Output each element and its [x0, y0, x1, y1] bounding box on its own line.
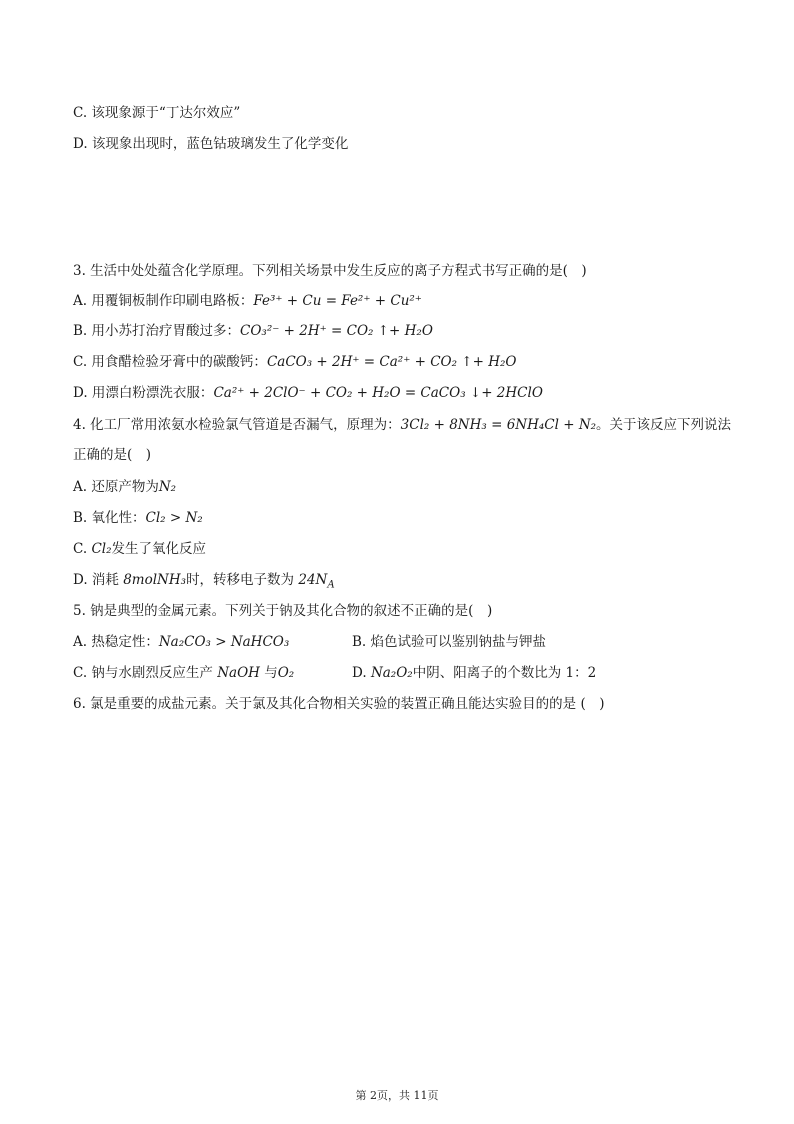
q3-option-a-equation: Fe³⁺ + Cu = Fe²⁺ + Cu²⁺: [253, 293, 422, 309]
q3-option-b-text: B. 用小苏打治疗胃酸过多：: [73, 323, 241, 339]
q5-option-c-pre: C. 钠与水剧烈反应生产: [73, 665, 218, 681]
q3-option-a-text: A. 用覆铜板制作印刷电路板：: [73, 293, 254, 309]
q5-option-c: [73, 664, 294, 682]
q4-stem-equation: 3Cl₂ + 8NH₃ = 6NH₄Cl + N₂: [400, 417, 597, 433]
q3-option-c-equation: CaCO₃ + 2H⁺ = Ca²⁺ + CO₂ ↑+ H₂O: [266, 354, 517, 370]
q4-option-b-equation: Cl₂ > N₂: [145, 510, 203, 526]
prev-option-c: C. 该现象源于“丁达尔效应”: [73, 105, 241, 121]
q4-option-a-text: A. 还原产物为: [73, 479, 159, 495]
q5-option-d-equation: Na₂O₂: [370, 665, 413, 681]
q3-option-d-equation: Ca²⁺ + 2ClO⁻ + CO₂ + H₂O = CaCO₃ ↓+ 2HClO: [213, 385, 543, 401]
q3-option-d: [73, 384, 543, 402]
q5-option-a-equation: Na₂CO₃ > NaHCO₃: [158, 634, 290, 650]
q4-option-d-equation1: 8molNH₃: [123, 572, 187, 588]
q4-option-b: [73, 509, 203, 527]
q5-option-a: [73, 633, 289, 651]
q4-option-c-equation: Cl₂: [91, 541, 112, 557]
q4-option-a-equation: N₂: [158, 479, 177, 495]
q3-option-c-text: C. 用食醋检验牙膏中的碳酸钙：: [73, 354, 267, 370]
q4-stem-pre: 4. 化工厂常用浓氨水检验氯气管道是否漏气，原理为：: [73, 417, 401, 433]
q3-stem: 3. 生活中处处蕴含化学原理。下列相关场景中发生反应的离子方程式书写正确的是( ): [73, 263, 587, 279]
q3-option-b-equation: CO₃²⁻ + 2H⁺ = CO₂ ↑+ H₂O: [240, 323, 433, 339]
q4-option-b-text: B. 氧化性：: [73, 510, 146, 526]
q5-option-c-equation2: O₂: [277, 665, 295, 681]
q4-option-d-equation2: $24N_A$: [298, 572, 335, 591]
q3-option-b: [73, 322, 433, 340]
q4-option-d-pre: D. 消耗: [73, 572, 124, 588]
q5-option-b: B. 焰色试验可以鉴别钠盐与钾盐: [352, 634, 547, 650]
q3-option-a: [73, 292, 422, 310]
q5-option-d-pre: D.: [352, 665, 371, 681]
prev-option-d: D. 该现象出现时，蓝色钴玻璃发生了化学变化: [73, 136, 349, 152]
q4-stem-post: 。关于该反应下列说法: [596, 417, 732, 433]
q5-option-d: [352, 664, 596, 682]
q4-option-d-mid: 时，转移电子数为: [186, 572, 299, 588]
q3-option-c: [73, 353, 516, 371]
q5-option-d-text: 中阴、阳离子的个数比为 1：2: [412, 665, 597, 681]
q6-stem: 6. 氯是重要的成盐元素。关于氯及其化合物相关实验的装置正确且能达实验目的的是 ( ): [73, 696, 605, 712]
q3-option-d-text: D. 用漂白粉漂洗衣服：: [73, 385, 214, 401]
q5-option-c-equation1: NaOH: [217, 665, 260, 681]
q5-option-a-text: A. 热稳定性：: [73, 634, 159, 650]
q4-option-c-text: 发生了氧化反应: [111, 541, 206, 557]
q4-option-d: [73, 571, 335, 595]
q5-stem: 5. 钠是典型的金属元素。下列关于钠及其化合物的叙述不正确的是( ): [73, 603, 493, 619]
q5-option-c-mid: 与: [259, 665, 278, 681]
page-footer: 第 2页，共 11页: [355, 1089, 439, 1102]
q4-option-a: [73, 478, 176, 496]
q4-stem-line1: [73, 416, 731, 434]
q4-stem-line2: 正确的是( ): [73, 447, 152, 463]
q4-option-c: C. Cl₂发生了氧化反应: [73, 541, 206, 557]
